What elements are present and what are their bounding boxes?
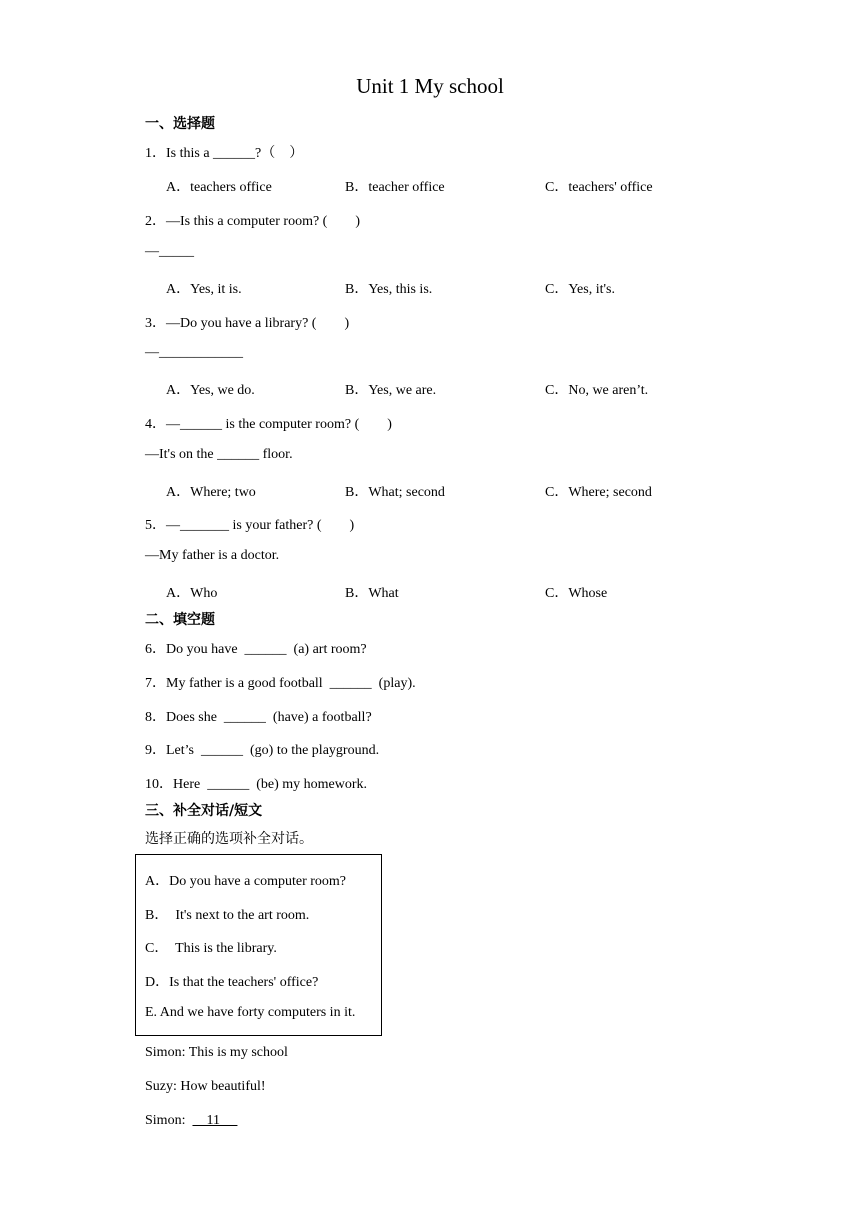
question-5-option-a: A．Who — [166, 586, 218, 601]
box-option-b: B． It's next to the art room. — [145, 908, 310, 923]
dialog-speaker: Simon: — [145, 1113, 193, 1128]
question-1-stem: 1．Is this a ______?（ ） — [145, 146, 304, 161]
question-3-option-c: C．No, we aren’t. — [545, 383, 649, 398]
question-2-stem: 2．—Is this a computer room? ( ) — [145, 214, 361, 229]
question-4-option-c: C．Where; second — [545, 485, 652, 500]
question-1-option-c: C．teachers' office — [545, 180, 653, 195]
dialog-line-2: Suzy: How beautiful! — [145, 1079, 266, 1094]
question-2-option-c: C．Yes, it's. — [545, 282, 615, 297]
question-3-option-a: A．Yes, we do. — [166, 383, 255, 398]
box-option-a: A．Do you have a computer room? — [145, 874, 346, 889]
question-3-stem: 3．—Do you have a library? ( ) — [145, 316, 350, 331]
question-4-option-a: A．Where; two — [166, 485, 256, 500]
page-title: Unit 1 My school — [356, 74, 504, 98]
dialog-instruction: 选择正确的选项补全对话。 — [145, 831, 313, 847]
box-option-c: C． This is the library. — [145, 941, 277, 956]
question-3-option-b: B．Yes, we are. — [345, 383, 437, 398]
section-heading-dialog: 三、补全对话/短文 — [145, 803, 263, 819]
fill-question-9: 9．Let’s ______ (go) to the playground. — [145, 743, 380, 758]
box-option-d: D．Is that the teachers' office? — [145, 975, 319, 990]
fill-question-7: 7．My father is a good football ______ (play). — [145, 676, 416, 691]
dialog-line-3 — [145, 1113, 237, 1129]
fill-question-8: 8．Does she ______ (have) a football? — [145, 710, 372, 725]
question-5-option-b: B．What — [345, 586, 399, 601]
question-2-option-b: B．Yes, this is. — [345, 282, 433, 297]
question-2-option-a: A．Yes, it is. — [166, 282, 242, 297]
dialog-blank-11: 11 — [192, 1113, 238, 1128]
dialog-line-1: Simon: This is my school — [145, 1045, 288, 1060]
section-heading-choice: 一、选择题 — [145, 116, 215, 132]
question-1-option-b: B．teacher office — [345, 180, 445, 195]
section-heading-fill: 二、填空题 — [145, 612, 215, 628]
question-3-answer-line: —____________ — [145, 345, 243, 360]
question-5-option-c: C．Whose — [545, 586, 608, 601]
box-option-e: E. And we have forty computers in it. — [145, 1005, 356, 1020]
question-5-answer-line: —My father is a doctor. — [145, 548, 280, 563]
question-1-option-a: A．teachers office — [166, 180, 272, 195]
question-4-stem: 4．—______ is the computer room? ( ) — [145, 417, 392, 432]
question-4-option-b: B．What; second — [345, 485, 445, 500]
question-5-stem: 5．—_______ is your father? ( ) — [145, 518, 355, 533]
question-2-answer-line: —_____ — [145, 244, 194, 259]
fill-question-10: 10．Here ______ (be) my homework. — [145, 777, 368, 792]
question-4-answer-line: —It's on the ______ floor. — [145, 447, 293, 462]
fill-question-6: 6．Do you have ______ (a) art room? — [145, 642, 367, 657]
